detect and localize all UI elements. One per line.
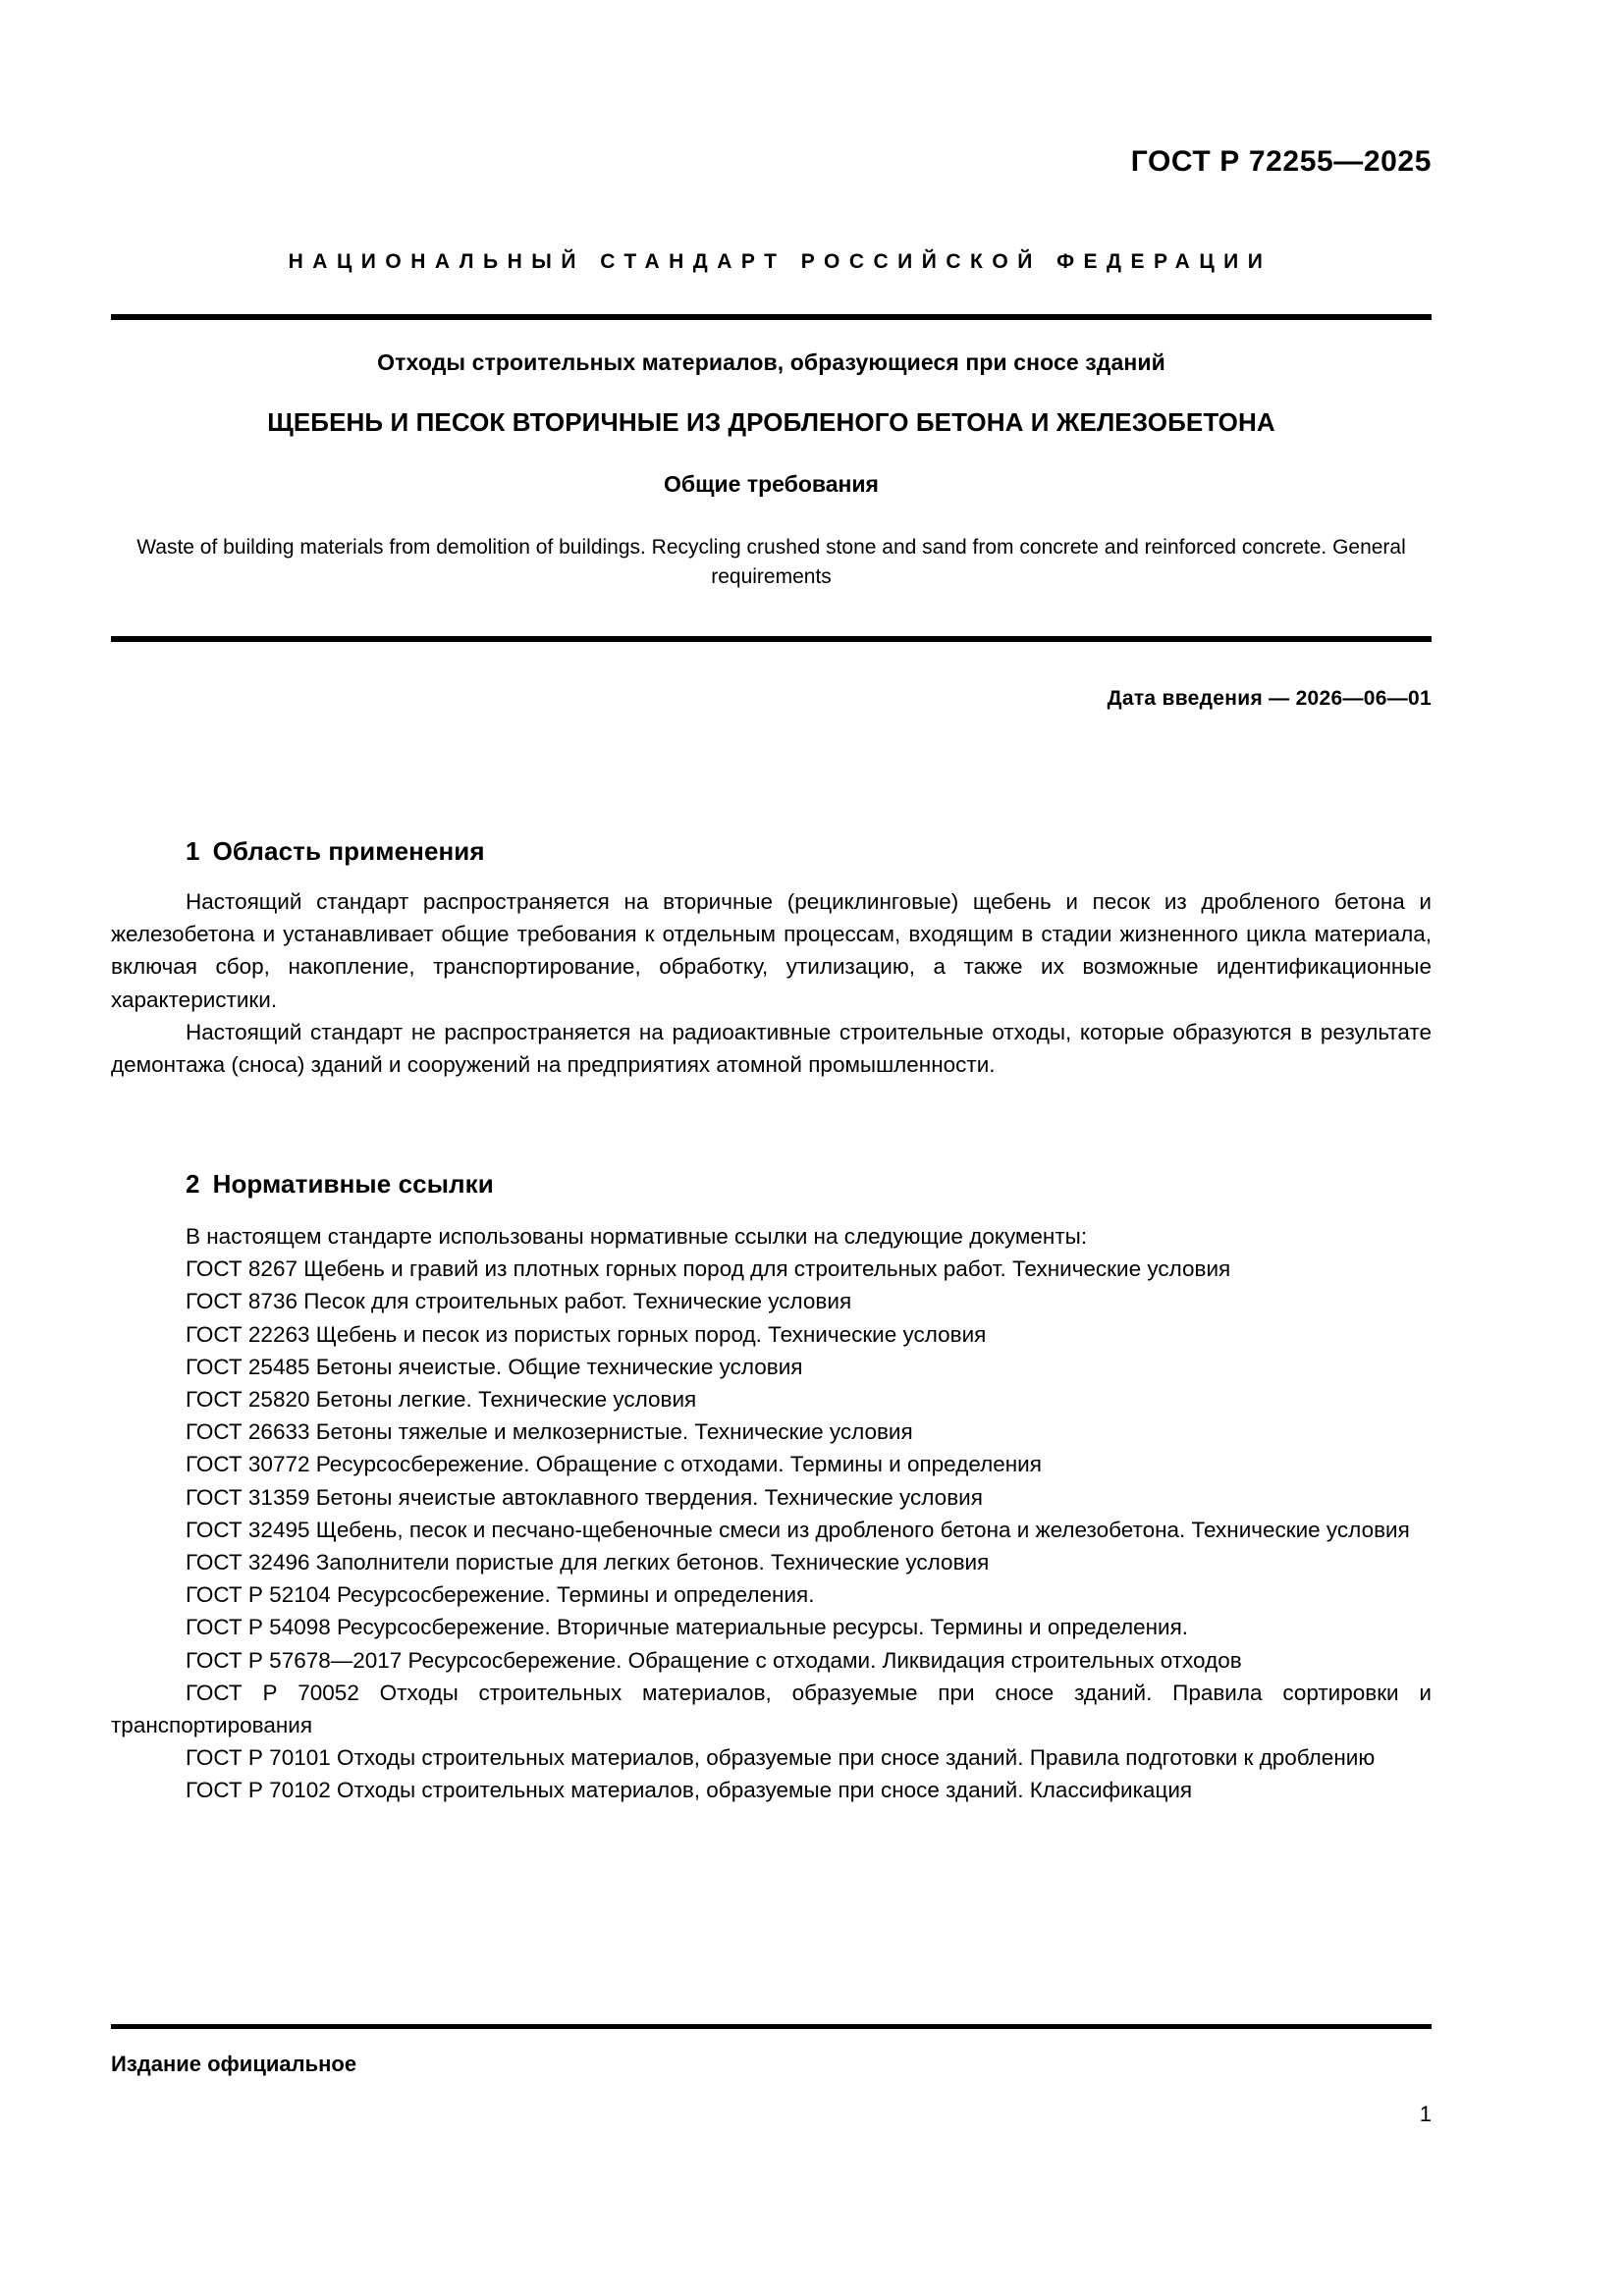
title-block bbox=[111, 349, 1432, 592]
title-main: ЩЕБЕНЬ И ПЕСОК ВТОРИЧНЫЕ ИЗ ДРОБЛЕНОГО БЕТОНА И ЖЕЛЕЗОБЕТОНА bbox=[267, 407, 1275, 437]
title-english: Waste of building materials from demolition of buildings. Recycling crushed stone and sand from concrete and reinforced concrete. General requirements bbox=[136, 536, 1406, 588]
page-number: 1 bbox=[1419, 2102, 1432, 2126]
reference-item: ГОСТ Р 70102 Отходы строительных материалов, образуемые при сносе зданий. Классификация bbox=[186, 1778, 1193, 1803]
official-edition-note: Издание официальное bbox=[111, 2052, 357, 2076]
footer-rule bbox=[111, 2024, 1432, 2029]
reference-item: ГОСТ 30772 Ресурсосбережение. Обращение с отходами. Термины и определения bbox=[186, 1452, 1042, 1477]
reference-item: ГОСТ 32495 Щебень, песок и песчано-щебеночные смеси из дробленого бетона и железобетона. Технические условия bbox=[186, 1517, 1410, 1542]
reference-item: ГОСТ Р 57678—2017 Ресурсосбережение. Обращение с отходами. Ликвидация строительных отходов bbox=[186, 1647, 1242, 1673]
reference-item: ГОСТ Р 70052 Отходы строительных материалов, образуемые при сносе зданий. Правила сортировки и транспортирования bbox=[111, 1680, 1432, 1738]
section-heading-references bbox=[111, 1169, 1506, 1200]
section-number: 2 bbox=[186, 1169, 200, 1199]
reference-item: ГОСТ 25820 Бетоны легкие. Технические условия bbox=[186, 1387, 697, 1413]
section-body-scope bbox=[111, 885, 1432, 1081]
section-heading-scope bbox=[111, 836, 1506, 867]
paragraph: Настоящий стандарт не распространяется на радиоактивные строительные отходы, которые образуются в результате демонтажа (сноса) зданий и сооружений на предприятиях атомной промышленности. bbox=[111, 1019, 1432, 1078]
paragraph: Настоящий стандарт распространяется на вторичные (рециклинговые) щебень и песок из дробленого бетона и железобетона и устанавливает общие требования к отдельным процессам, входящим в стадии жизненного цикла материала, включая сбор, накопление, транспортирование, обработку, утилизацию, а также их возможные идентификационные характеристики. bbox=[111, 889, 1432, 1012]
section-number: 1 bbox=[186, 836, 200, 866]
document-number: ГОСТ Р 72255—2025 bbox=[1130, 145, 1432, 178]
reference-item: ГОСТ 22263 Щебень и песок из пористых горных пород. Технические условия bbox=[186, 1321, 987, 1347]
reference-item: ГОСТ 8267 Щебень и гравий из плотных горных пород для строительных работ. Технические условия bbox=[186, 1256, 1231, 1282]
title-kicker: Отходы строительных материалов, образующиеся при сносе зданий bbox=[377, 349, 1165, 375]
reference-item: ГОСТ 25485 Бетоны ячеистые. Общие технические условия bbox=[186, 1354, 803, 1379]
title-rule-bottom bbox=[111, 636, 1432, 642]
reference-item: ГОСТ 26633 Бетоны тяжелые и мелкозернистые. Технические условия bbox=[186, 1419, 913, 1445]
reference-item: ГОСТ 8736 Песок для строительных работ. Технические условия bbox=[186, 1289, 852, 1314]
reference-item: ГОСТ Р 70101 Отходы строительных материалов, образуемые при сносе зданий. Правила подготовки к дроблению bbox=[186, 1745, 1376, 1771]
title-rule-top bbox=[111, 314, 1432, 320]
reference-item: ГОСТ 31359 Бетоны ячеистые автоклавного твердения. Технические условия bbox=[186, 1484, 983, 1510]
reference-item: ГОСТ Р 52104 Ресурсосбережение. Термины и определения. bbox=[186, 1582, 815, 1608]
effective-date: Дата введения — 2026—06—01 bbox=[1107, 687, 1432, 710]
title-subtitle: Общие требования bbox=[664, 471, 879, 497]
references-lead: В настоящем стандарте использованы нормативные ссылки на следующие документы: bbox=[186, 1224, 1088, 1249]
national-standard-caption: НАЦИОНАЛЬНЫЙ СТАНДАРТ РОССИЙСКОЙ ФЕДЕРАЦИИ bbox=[288, 250, 1272, 273]
section-title: Нормативные ссылки bbox=[212, 1169, 494, 1199]
reference-item: ГОСТ 32496 Заполнители пористые для легких бетонов. Технические условия bbox=[186, 1550, 990, 1575]
section-body-references bbox=[111, 1220, 1432, 1807]
reference-item: ГОСТ Р 54098 Ресурсосбережение. Вторичные материальные ресурсы. Термины и определения. bbox=[186, 1615, 1189, 1640]
section-title: Область применения bbox=[212, 836, 485, 866]
